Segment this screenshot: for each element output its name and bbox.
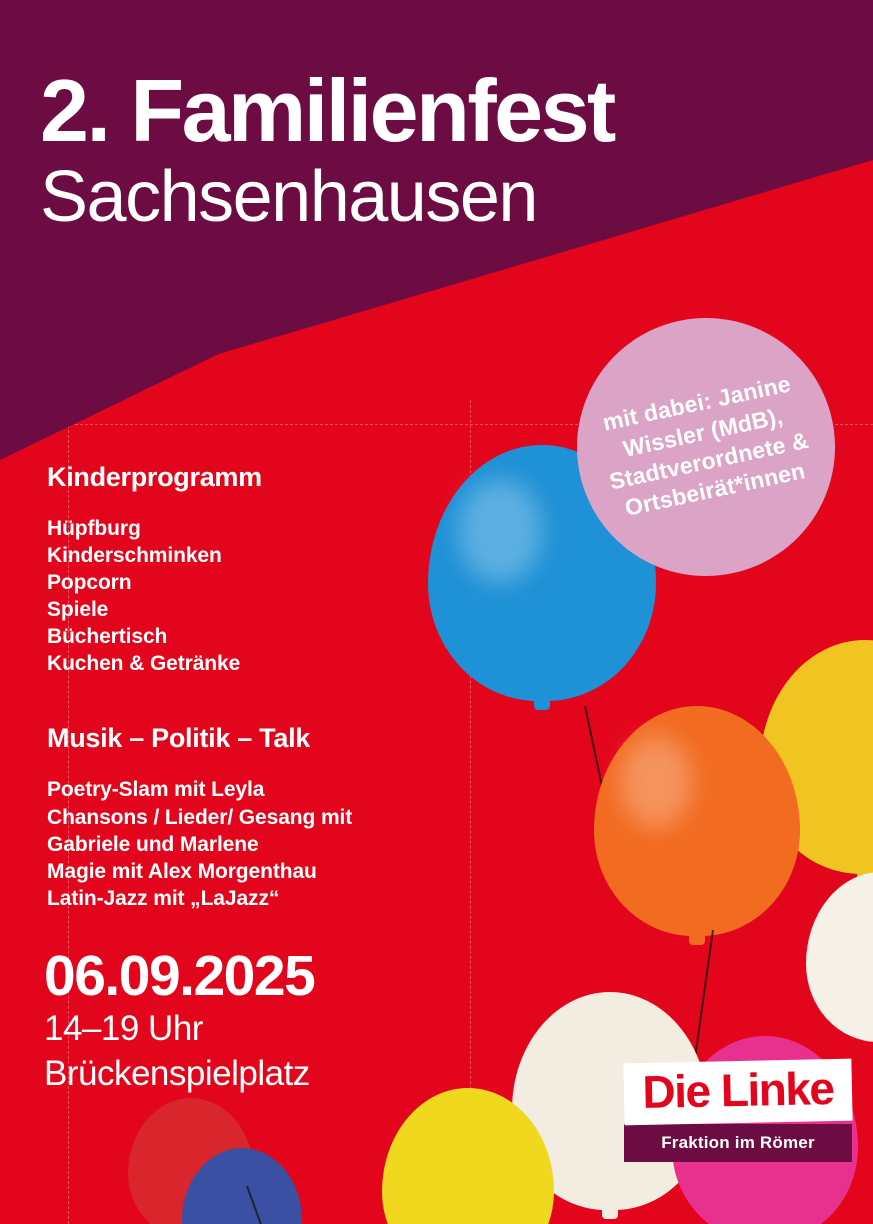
program-content — [47, 462, 477, 912]
list-item: Popcorn — [47, 571, 132, 595]
list-item: Kuchen & Getränke — [47, 652, 241, 676]
list-item: Chansons / Lieder/ Gesang mit — [47, 805, 353, 829]
list-item: Spiele — [47, 598, 109, 622]
event-details — [44, 944, 504, 1094]
logo-subtitle: Fraktion im Römer — [661, 1133, 815, 1152]
list-item: Büchertisch — [47, 625, 168, 649]
event-time: 14–19 Uhr — [44, 1009, 203, 1048]
musik-politik-talk-list — [47, 776, 477, 911]
balloon-sheen — [620, 736, 692, 828]
list-item: Gabriele und Marlene — [47, 832, 259, 856]
balloon-orange — [594, 706, 800, 936]
logo-wordmark: Die Linke — [641, 1062, 834, 1118]
logo-wordmark-box — [623, 1059, 852, 1126]
list-item: Hüpfburg — [47, 517, 141, 540]
headline-subtitle: Sachsenhausen — [40, 157, 537, 238]
guest-sticker-text: mit dabei: Janine Wissler (MdB), Stadtverordnete & Ortsbeirät*innen — [600, 370, 811, 522]
party-logo — [624, 1061, 852, 1162]
section-title-musik-politik-talk: Musik – Politik – Talk — [47, 723, 310, 754]
list-item: Latin-Jazz mit „LaJazz“ — [47, 886, 280, 910]
headline-main: 2. Familienfest — [40, 61, 614, 160]
list-item: Poetry-Slam mit Leyla — [47, 778, 265, 802]
list-item: Magie mit Alex Morgenthau — [47, 859, 317, 883]
kinderprogramm-list — [47, 515, 477, 677]
event-date: 06.09.2025 — [44, 944, 315, 1008]
logo-subtitle-box — [624, 1124, 852, 1162]
section-title-kinderprogramm: Kinderprogramm — [47, 462, 262, 492]
poster-headline — [40, 61, 840, 238]
list-item: Kinderschminken — [47, 544, 222, 568]
event-location: Brückenspielplatz — [44, 1053, 310, 1093]
